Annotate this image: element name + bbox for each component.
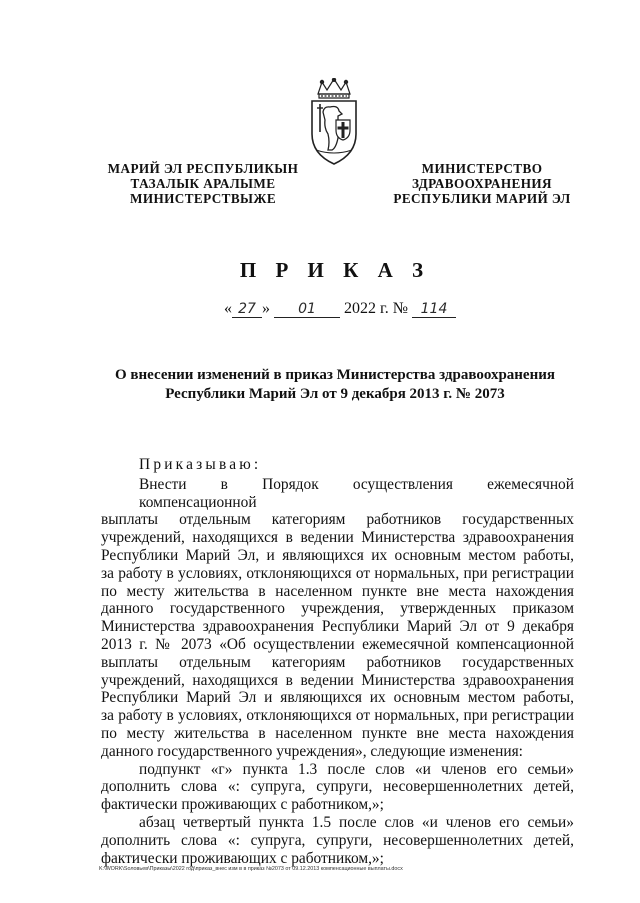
date-month: 01 xyxy=(274,301,340,318)
p2-line: дополнить слова «: супруга, супруги, несовершеннолетних детей, xyxy=(101,778,574,796)
p1-line: выплаты отдельным категориям работников государственных xyxy=(101,511,574,529)
header-right-line-3: РЕСПУБЛИКИ МАРИЙ ЭЛ xyxy=(393,191,571,206)
header-right-line-2: ЗДРАВООХРАНЕНИЯ xyxy=(412,176,552,191)
header-left-line-1: МАРИЙ ЭЛ РЕСПУБЛИКЫН xyxy=(107,161,299,176)
p1-line: за работу в условиях, отклоняющихся от нормальных, при регистрации xyxy=(101,564,574,582)
ministry-header-russian xyxy=(384,161,580,206)
order-word: Приказываю: xyxy=(139,456,262,473)
p1-line: по месту жительства в населенном пункте вне места нахождения xyxy=(101,582,574,600)
p1-line: учреждений, находящихся в ведении Министерства здравоохранения xyxy=(101,529,574,547)
p1-line: Внести в Порядок осуществления ежемесячной компенсационной xyxy=(139,475,574,511)
header-left-line-3: МИНИСТЕРСТВЫЖЕ xyxy=(129,191,277,206)
p3-line: абзац четвертый пункта 1.5 после слов «и членов его семьи» xyxy=(139,813,574,831)
paragraph-3 xyxy=(101,814,574,867)
p2-line: фактически проживающих с работником,»; xyxy=(101,796,384,814)
p2-line: подпункт «г» пункта 1.3 после слов «и членов его семьи» xyxy=(139,760,574,778)
document-body xyxy=(101,456,574,867)
header-right-line-1: МИНИСТЕРСТВО xyxy=(421,161,543,176)
p3-line: дополнить слова «: супруга, супруги, несовершеннолетних детей, xyxy=(101,831,574,849)
p1-line: Республики Марий Эл и являющихся их основным местом работы, xyxy=(101,689,574,707)
p1-line: Республики Марий Эл, и являющихся их основным местом работы, xyxy=(101,546,574,564)
header-left-line-2: ТАЗАЛЫК АРАЛЫМЕ xyxy=(130,176,276,191)
subject-line-2: Республики Марий Эл от 9 декабря 2013 г. № 2073 xyxy=(165,386,505,402)
date-day: 27 xyxy=(232,301,262,318)
date-close-quote: » xyxy=(261,300,270,317)
order-number: 114 xyxy=(412,301,456,318)
paragraph-2 xyxy=(101,761,574,814)
paragraph-1 xyxy=(101,476,574,761)
file-path-footer: K:\WORK\Sоловьев\Приказы\2022 год\приказ_внес изм в в приказ №2073 от 09.12.2013 компенсационные выплаты.docx xyxy=(99,866,403,872)
p3-line: фактически проживающих с работником,»; xyxy=(101,849,384,867)
document-subject xyxy=(60,366,610,404)
coat-of-arms-icon xyxy=(308,78,360,166)
p1-line: 2013 г. № 2073 «Об осуществлении ежемесячной компенсационной xyxy=(101,635,574,653)
p1-line: за работу в условиях, отклоняющихся от нормальных, при регистрации xyxy=(101,707,574,725)
p1-line: Министерства здравоохранения Республики Марий Эл от 9 декабря xyxy=(101,618,574,636)
p1-line: по месту жительства в населенном пункте вне места нахождения xyxy=(101,724,574,742)
p1-line: выплаты отдельным категориям работников государственных xyxy=(101,653,574,671)
date-number-line xyxy=(0,300,640,318)
date-year-number-label: 2022 г. № xyxy=(343,300,409,317)
p1-line: данного государственного учреждения, утвержденных приказом xyxy=(101,600,574,618)
p1-line: данного государственного учреждения», следующие изменения: xyxy=(101,742,523,760)
date-open-quote: « xyxy=(223,300,232,317)
subject-line-1: О внесении изменений в приказ Министерства здравоохранения xyxy=(114,367,555,383)
ministry-header-mari xyxy=(98,161,308,206)
document-title: П Р И К А З xyxy=(239,258,431,282)
p1-line: учреждений, находящихся в ведении Министерства здравоохранения xyxy=(101,671,574,689)
